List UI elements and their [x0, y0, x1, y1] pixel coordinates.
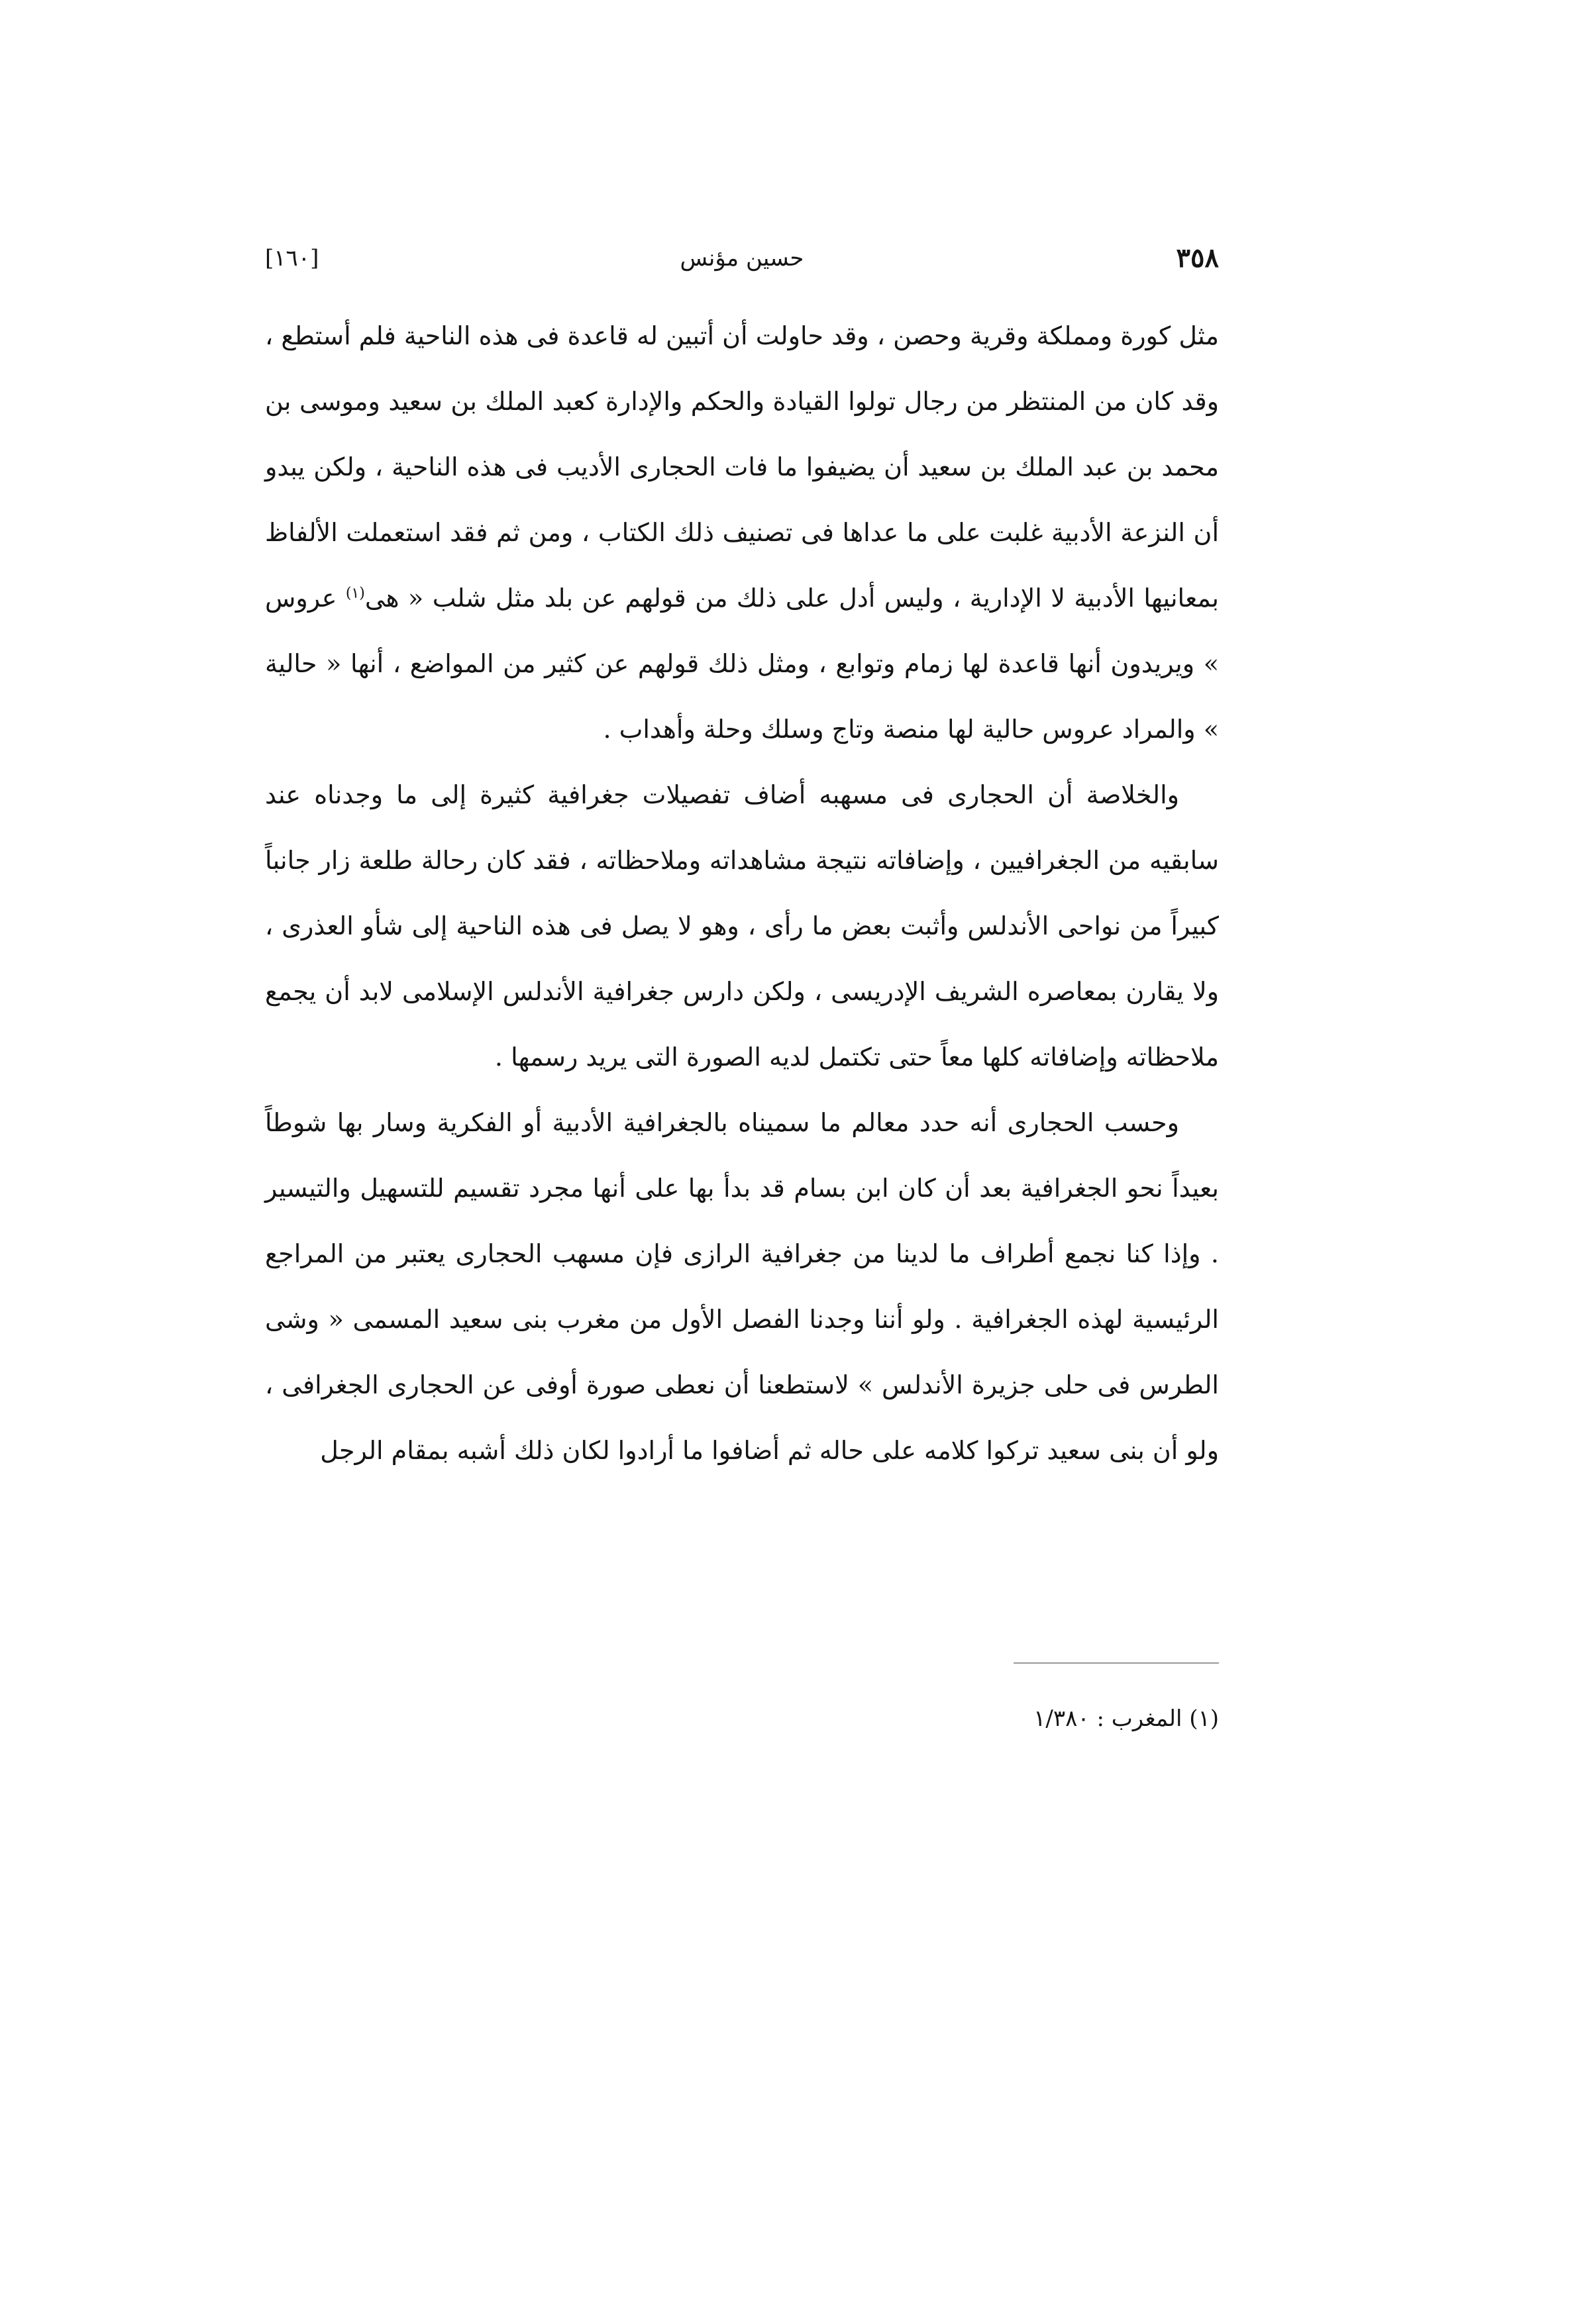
paragraph-2: والخلاصة أن الحجارى فى مسهبه أضاف تفصيلات جغرافية كثيرة إلى ما وجدناه عند سابقيه من الجغرافيين ، وإضافاته نتيجة مشاهداته وملاحظاته ، فقد كان رحالة طلعة زار جانباً كبيراً من نواحى الأندلس وأثبت بعض ما رأى ، وهو لا يصل فى هذه الناحية إلى شأو العذرى ، ولا يقارن بمعاصره الشريف الإدريسى ، ولكن دارس جغرافية الأندلس الإسلامى لابد أن يجمع ملاحظاته وإضافاته كلها معاً حتى تكتمل لديه الصورة التى يريد رسمها . [265, 780, 1219, 1072]
running-title: حسين مؤنس [680, 245, 804, 272]
paragraph-1-text-after: عروس » ويريدون أنها قاعدة لها زمام وتوابع ، ومثل ذلك قولهم عن كثير من المواضع ، أنها « حالية » والمراد عروس حالية لها منصة وتاج وسلك وحلة وأهداب . [265, 583, 1219, 744]
footnote: (١) المغرب : ١/٣٨٠ [1033, 1705, 1219, 1732]
footnote-separator [1014, 1662, 1219, 1664]
paragraph-1 [265, 303, 1219, 762]
footnote-reference: (١) [345, 585, 365, 602]
page-number: ٣٥٨ [1176, 242, 1219, 274]
original-page-number: [١٦٠] [265, 245, 319, 272]
page-header [265, 232, 1219, 285]
paragraph-1-text-before: مثل كورة ومملكة وقرية وحصن ، وقد حاولت أن أتبين له قاعدة فى هذه الناحية فلم أستطع ، وقد كان من المنتظر من رجال تولوا القيادة والحكم والإدارة كعبد الملك بن سعيد وموسى بن محمد بن عبد الملك بن سعيد أن يضيفوا ما فات الحجارى الأديب فى هذه الناحية ، ولكن يبدو أن النزعة الأدبية غلبت على ما عداها فى تصنيف ذلك الكتاب ، ومن ثم فقد استعملت الألفاظ بمعانيها الأدبية لا الإدارية ، وليس أدل على ذلك من قولهم عن بلد مثل شلب « هى [265, 321, 1219, 613]
main-text [265, 303, 1219, 1484]
paragraph-3: وحسب الحجارى أنه حدد معالم ما سميناه بالجغرافية الأدبية أو الفكرية وسار بها شوطاً بعيداً نحو الجغرافية بعد أن كان ابن بسام قد بدأ بها على أنها مجرد تقسيم للتسهيل والتيسير . وإذا كنا نجمع أطراف ما لدينا من جغرافية الرازى فإن مسهب الحجارى يعتبر من المراجع الرئيسية لهذه الجغرافية . ولو أننا وجدنا الفصل الأول من مغرب بنى سعيد المسمى « وشى الطرس فى حلى جزيرة الأندلس » لاستطعنا أن نعطى صورة أوفى عن الحجارى الجغرافى ، ولو أن بنى سعيد تركوا كلامه على حاله ثم أضافوا ما أرادوا لكان ذلك أشبه بمقام الرجل [265, 1108, 1219, 1465]
